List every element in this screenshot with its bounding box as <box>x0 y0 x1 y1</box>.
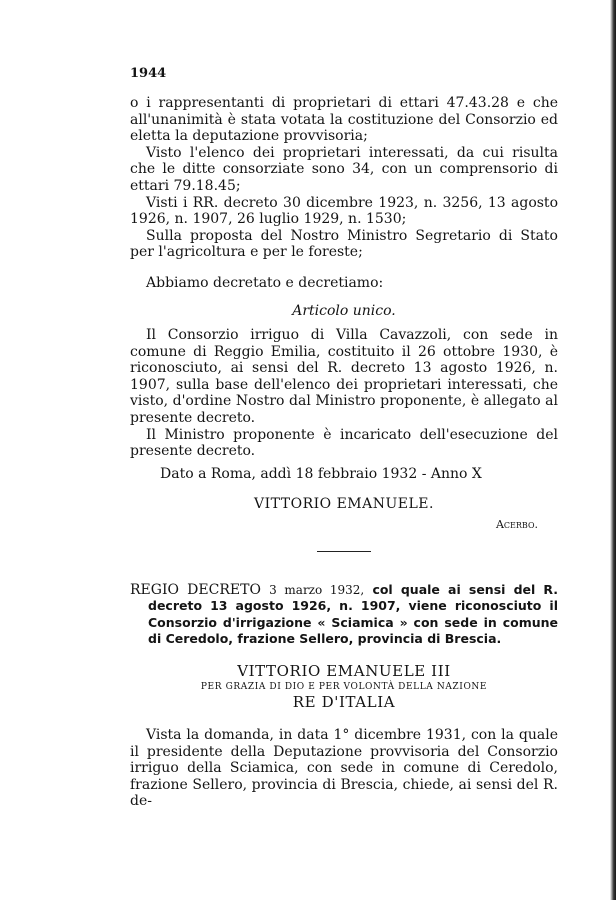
second-decree-paragraph-1: Vista la domanda, in data 1° dicembre 1931, con la quale il presidente della Deputazione provvisoria del Consorzio irriguo della Sciamica, con sede in comune di Ceredolo, frazione Sellero, provincia di Brescia, chiede, ai sensi del R. de- <box>130 727 558 810</box>
decree-summary: col quale ai sensi del R. decreto 13 agosto 1926, n. 1907, viene riconosciuto il Consorzio d'irrigazione « Sciamica » con sede in comune di Ceredolo, frazione Sellero, provincia di Brescia. <box>148 581 559 647</box>
preamble-block <box>130 95 558 261</box>
date-line: Dato a Roma, addì 18 febbraio 1932 - Anno X <box>160 465 482 482</box>
article-paragraph-1: Il Consorzio irriguo di Villa Cavazzoli, con sede in comune di Reggio Emilia, costituito il 26 ottobre 1930, è riconosciuto, ai sensi del R. decreto 13 agosto 1926, n. 1907, sulla base dell'elenco dei proprietari interessati, che visto, d'ordine Nostro dal Ministro proponente, è allegato al presente decreto. <box>130 326 558 426</box>
decree-formula: Abbiamo decretato e decretiamo: <box>146 274 384 291</box>
second-decree-heading <box>130 582 558 648</box>
preamble-paragraph-2: Visto l'elenco dei proprietari interessati, da cui risulta che le ditte consorziate sono 34, con un comprensorio di ettari 79.18.45; <box>130 144 558 194</box>
preamble-paragraph-1: o i rappresentanti di proprietari di ettari 47.43.28 e che all'unanimità è stata votata la costituzione del Consorzio ed eletta la deputazione provvisoria; <box>130 95 558 145</box>
article-title: Articolo unico. <box>292 302 396 319</box>
page-edge-shadow <box>610 0 616 900</box>
decree-date: 3 marzo 1932, <box>269 582 365 597</box>
re-ditalia: RE D'ITALIA <box>292 693 396 712</box>
preamble-paragraph-3: Visti i RR. decreto 30 dicembre 1923, n. 3256, 13 agosto 1926, n. 1907, 26 luglio 1929, n. 1530; <box>130 194 558 228</box>
preamble-paragraph-4: Sulla proposta del Nostro Ministro Segretario di Stato per l'agricoltura e per le foreste; <box>130 227 558 261</box>
king-title: VITTORIO EMANUELE III <box>237 662 451 681</box>
king-signature: VITTORIO EMANUELE. <box>254 495 434 512</box>
grazia-line: PER GRAZIA DI DIO E PER VOLONTÀ DELLA NAZIONE <box>200 682 488 693</box>
document-page <box>130 66 558 810</box>
article-paragraph-2: Il Ministro proponente è incaricato dell'esecuzione del presente decreto. <box>130 426 558 460</box>
page-number: 1944 <box>130 66 167 81</box>
minister-signature: Acerbo. <box>495 517 538 531</box>
section-divider <box>317 551 371 552</box>
decree-prefix: REGIO DECRETO <box>130 581 261 598</box>
